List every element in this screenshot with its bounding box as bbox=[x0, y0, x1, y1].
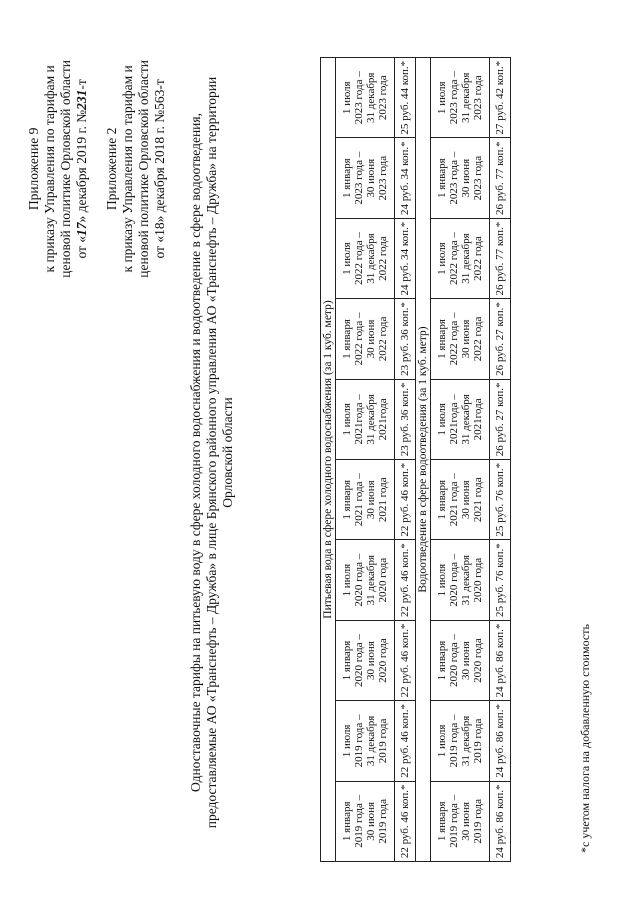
periods-row-cold-water bbox=[336, 58, 395, 862]
period-cell bbox=[431, 218, 490, 298]
tariff-value-cell: 22 руб. 46 коп.* bbox=[395, 701, 416, 781]
period-line: 30 июня bbox=[460, 480, 472, 520]
period-line: 1 января bbox=[436, 158, 448, 199]
period-line: 1 января bbox=[341, 479, 353, 520]
period-line: 2020 года bbox=[377, 557, 389, 603]
period-line: 31 декабря bbox=[365, 715, 377, 767]
tariff-value-cell: 24 руб. 34 коп.* bbox=[395, 138, 416, 218]
period-line: 1 июля bbox=[436, 563, 448, 597]
period-cell bbox=[336, 218, 395, 298]
period-line: 1 июля bbox=[341, 403, 353, 436]
period-line: 2019 года bbox=[472, 718, 484, 764]
period-line: 2022 года – bbox=[353, 232, 365, 286]
values-row-cold-water bbox=[395, 58, 416, 862]
period-line: 2020 года bbox=[472, 557, 484, 603]
period-line: 2020 года – bbox=[448, 553, 460, 607]
period-line: 31 декабря bbox=[460, 554, 472, 606]
period-cell bbox=[336, 58, 395, 138]
tariff-value-cell: 25 руб. 76 коп.* bbox=[490, 460, 511, 540]
appendix-2-line1: к приказу Управления по тарифам и bbox=[120, 65, 135, 273]
period-line: 2022 года bbox=[377, 236, 389, 281]
appendix-9-line3-suffix: -т bbox=[74, 79, 89, 90]
period-cell bbox=[431, 58, 490, 138]
period-line: 2021года – bbox=[448, 394, 460, 445]
tariff-value-cell: 26 руб. 27 коп.* bbox=[490, 299, 511, 379]
period-line: 1 июля bbox=[436, 81, 448, 115]
period-line: 2021года bbox=[377, 398, 389, 441]
period-line: 30 июня bbox=[365, 158, 377, 198]
period-line: 2023 года bbox=[472, 75, 484, 121]
period-cell bbox=[336, 379, 395, 459]
tariff-value-cell: 23 руб. 36 коп.* bbox=[395, 379, 416, 459]
period-line: 2021 года bbox=[377, 477, 389, 523]
appendix-9-line3-mid: » декабря 2019 г. № bbox=[74, 109, 89, 223]
appendix-9-line3 bbox=[74, 60, 90, 278]
period-line: 30 июня bbox=[365, 480, 377, 520]
period-line: 2020 года – bbox=[353, 634, 365, 687]
appendix-9-line2: ценовой политике Орловской области bbox=[58, 60, 73, 278]
tariff-value-cell: 22 руб. 46 коп.* bbox=[395, 781, 416, 861]
period-line: 2022 года – bbox=[353, 312, 365, 366]
period-line: 2019 года – bbox=[448, 714, 460, 768]
period-line: 1 января bbox=[341, 640, 353, 681]
period-cell bbox=[336, 540, 395, 620]
period-cell bbox=[336, 781, 395, 861]
appendix-2-block bbox=[104, 60, 168, 278]
period-line: 1 июля bbox=[436, 242, 448, 275]
appendix-9-handwritten-day: 17 bbox=[74, 222, 89, 236]
tariff-value-cell: 24 руб. 86 коп.* bbox=[490, 701, 511, 781]
appendix-9-title: Приложение 9 bbox=[26, 127, 41, 211]
tariff-value-cell: 24 руб. 86 коп.* bbox=[490, 620, 511, 700]
period-cell bbox=[336, 138, 395, 218]
tariff-value-cell: 25 руб. 76 коп.* bbox=[490, 540, 511, 620]
period-line: 2020 года bbox=[377, 638, 389, 683]
period-line: 30 июня bbox=[365, 801, 377, 841]
values-row-wastewater bbox=[490, 58, 511, 862]
period-line: 1 января bbox=[436, 319, 448, 359]
document-heading bbox=[188, 40, 236, 865]
period-line: 2019 года bbox=[472, 798, 484, 844]
period-cell bbox=[431, 540, 490, 620]
appendix-9-block bbox=[26, 60, 90, 278]
period-cell bbox=[431, 379, 490, 459]
period-line: 31 декабря bbox=[365, 554, 377, 606]
period-cell bbox=[431, 460, 490, 540]
tariff-value-cell: 22 руб. 46 коп.* bbox=[395, 540, 416, 620]
appendix-2-line2: ценовой политике Орловской области bbox=[136, 60, 151, 278]
period-line: 30 июня bbox=[365, 319, 377, 359]
appendix-9-handwritten-number: 231 bbox=[74, 89, 89, 110]
vat-footnote: *с учетом налога на добавленную стоимость bbox=[578, 624, 592, 853]
period-cell bbox=[431, 701, 490, 781]
period-line: 30 июня bbox=[365, 641, 377, 680]
period-line: 2020 года – bbox=[353, 553, 365, 607]
period-line: 30 июня bbox=[460, 641, 472, 680]
period-line: 1 января bbox=[436, 801, 448, 842]
period-cell bbox=[431, 138, 490, 218]
period-line: 2022 года – bbox=[448, 312, 460, 366]
period-line: 2023 года – bbox=[448, 151, 460, 205]
tariff-value-cell: 24 руб. 34 коп.* bbox=[395, 218, 416, 298]
period-line: 30 июня bbox=[460, 158, 472, 198]
heading-line2: предоставляемые АО «Транснефть – Дружба» в лице Брянского районного управления АО «Транснефть – Дружба» на территории bbox=[204, 76, 219, 829]
heading-line1: Одноставочные тарифы на питьевую воду в сфере холодного водоснабжения и водоотведение в сфере водоотведения, bbox=[188, 113, 203, 792]
period-line: 1 июля bbox=[436, 724, 448, 758]
period-line: 1 июля bbox=[341, 563, 353, 597]
period-line: 1 января bbox=[341, 801, 353, 842]
period-cell bbox=[336, 460, 395, 540]
period-line: 30 июня bbox=[460, 319, 472, 359]
tariff-value-cell: 25 руб. 44 коп.* bbox=[395, 58, 416, 138]
appendix-9-line3-prefix: от « bbox=[74, 235, 89, 259]
tariff-value-cell: 23 руб. 36 коп.* bbox=[395, 299, 416, 379]
tariff-value-cell: 24 руб. 86 коп.* bbox=[490, 781, 511, 861]
appendix-2-line3: от «18» декабря 2018 г. №563-т bbox=[152, 79, 167, 259]
period-line: 1 июля bbox=[341, 724, 353, 758]
period-cell bbox=[336, 701, 395, 781]
period-line: 2023 года – bbox=[353, 71, 365, 125]
period-line: 1 июля bbox=[341, 81, 353, 115]
period-cell bbox=[431, 620, 490, 700]
period-line: 2019 года – bbox=[353, 794, 365, 848]
period-line: 2021 года – bbox=[448, 473, 460, 527]
appendix-9-line1: к приказу Управления по тарифам и bbox=[42, 65, 57, 273]
period-line: 2019 года – bbox=[353, 714, 365, 768]
period-line: 31 декабря bbox=[460, 72, 472, 123]
period-line: 31 декабря bbox=[365, 233, 377, 284]
period-line: 2022 года bbox=[472, 236, 484, 281]
period-line: 1 января bbox=[341, 158, 353, 199]
tariff-value-cell: 27 руб. 42 коп.* bbox=[490, 58, 511, 138]
tariff-table bbox=[320, 57, 511, 862]
period-line: 31 декабря bbox=[365, 394, 377, 445]
period-cell bbox=[431, 299, 490, 379]
period-line: 31 декабря bbox=[460, 394, 472, 445]
period-line: 31 декабря bbox=[460, 715, 472, 767]
period-line: 2022 года bbox=[472, 316, 484, 362]
period-line: 31 декабря bbox=[365, 72, 377, 123]
period-line: 2023 года bbox=[377, 155, 389, 201]
tariff-value-cell: 26 руб. 77 коп.* bbox=[490, 138, 511, 218]
period-line: 2019 года bbox=[377, 798, 389, 844]
tariff-value-cell: 26 руб. 27 коп.* bbox=[490, 379, 511, 459]
period-cell bbox=[336, 299, 395, 379]
periods-row-wastewater bbox=[431, 58, 490, 862]
period-line: 2019 года – bbox=[448, 794, 460, 848]
period-cell bbox=[336, 620, 395, 700]
period-line: 2021года – bbox=[353, 394, 365, 445]
appendix-2-title: Приложение 2 bbox=[104, 127, 119, 211]
heading-line3: Орловской области bbox=[220, 397, 235, 508]
period-line: 2023 года – bbox=[353, 151, 365, 205]
tariff-value-cell: 22 руб. 46 коп.* bbox=[395, 620, 416, 700]
period-line: 2021года bbox=[472, 398, 484, 441]
period-line: 1 января bbox=[436, 640, 448, 681]
period-line: 2023 года bbox=[377, 75, 389, 121]
period-line: 2021 года – bbox=[353, 473, 365, 527]
period-line: 2021 года bbox=[472, 477, 484, 523]
period-line: 1 июля bbox=[341, 242, 353, 275]
period-cell bbox=[431, 781, 490, 861]
period-line: 2020 года bbox=[472, 638, 484, 683]
period-line: 1 января bbox=[341, 319, 353, 359]
period-line: 2020 года – bbox=[448, 634, 460, 687]
period-line: 2019 года bbox=[377, 718, 389, 764]
period-line: 30 июня bbox=[460, 801, 472, 841]
period-line: 1 января bbox=[436, 479, 448, 520]
section-wastewater-header: Водоотведение в сфере водоотведения (за 1 куб. метр) bbox=[416, 58, 431, 862]
period-line: 1 июля bbox=[436, 403, 448, 436]
tariff-value-cell: 22 руб. 46 коп.* bbox=[395, 460, 416, 540]
period-line: 2022 года – bbox=[448, 232, 460, 286]
tariff-value-cell: 26 руб. 77 коп.* bbox=[490, 218, 511, 298]
period-line: 2023 года – bbox=[448, 71, 460, 125]
section-cold-water-header: Питьевая вода в сфере холодного водоснабжения (за 1 куб. метр) bbox=[321, 58, 336, 862]
period-line: 31 декабря bbox=[460, 233, 472, 284]
period-line: 2023 года bbox=[472, 155, 484, 201]
period-line: 2022 года bbox=[377, 316, 389, 362]
tariff-table-body bbox=[321, 58, 511, 862]
